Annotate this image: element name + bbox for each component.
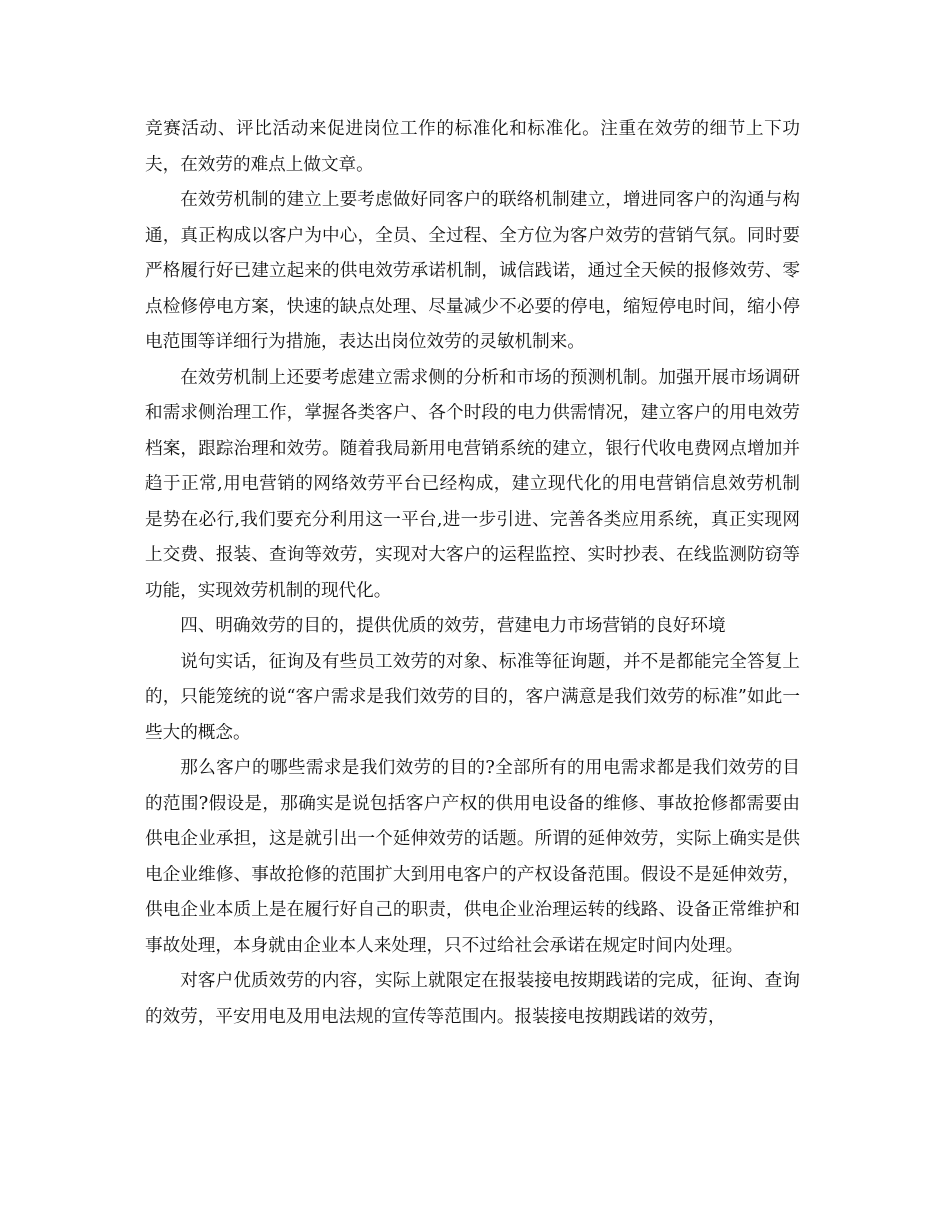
paragraph-6: 对客户优质效劳的内容，实际上就限定在报装接电按期践诺的完成，征询、查询的效劳，平安用电及用电法规的宣传等范围内。报装接电按期践诺的效劳， — [145, 971, 800, 1027]
paragraph-1: 竞赛活动、评比活动来促进岗位工作的标准化和标准化。注重在效劳的细节上下功夫，在效劳的难点上做文章。 — [145, 119, 800, 175]
paragraph-4: 说句实话，征询及有些员工效劳的对象、标准等征询题，并不是都能完全答复上的，只能笼统的说“客户需求是我们效劳的目的，客户满意是我们效劳的标准”如此一些大的概念。 — [145, 651, 800, 743]
section-heading: 四、明确效劳的目的，提供优质的效劳，营建电力市场营销的良好环境 — [180, 616, 726, 636]
paragraph-5: 那么客户的哪些需求是我们效劳的目的?全部所有的用电需求都是我们效劳的目的范围?假设是，那确实是说包括客户产权的供用电设备的维修、事故抢修都需要由供电企业承担，这是就引出一个延伸效劳的话题。所谓的延伸效劳，实际上确实是供电企业维修、事故抢修的范围扩大到用电客户的产权设备范围。假设不是延伸效劳，供电企业本质上是在履行好自己的职责，供电企业治理运转的线路、设备正常维护和事故处理，本身就由企业本人来处理，只不过给社会承诺在规定时间内处理。 — [145, 758, 800, 956]
paragraph-3: 在效劳机制上还要考虑建立需求侧的分析和市场的预测机制。加强开展市场调研和需求侧治理工作，掌握各类客户、各个时段的电力供需情况，建立客户的用电效劳档案，跟踪治理和效劳。随着我局新用电营销系统的建立，银行代收电费网点增加并趋于正常,用电营销的网络效劳平台已经构成，建立现代化的用电营销信息效劳机制是势在必行,我们要充分利用这一平台,进一步引进、完善各类应用系统，真正实现网上交费、报装、查询等效劳，实现对大客户的运程监控、实时抄表、在线监测防窃等功能，实现效劳机制的现代化。 — [145, 367, 800, 601]
document-body — [145, 112, 800, 1035]
paragraph-2: 在效劳机制的建立上要考虑做好同客户的联络机制建立，增进同客户的沟通与构通，真正构成以客户为中心，全员、全过程、全方位为客户效劳的营销气氛。同时要严格履行好已建立起来的供电效劳承诺机制，诚信践诺，通过全天候的报修效劳、零点检修停电方案，快速的缺点处理、尽量减少不必要的停电，缩短停电时间，缩小停电范围等详细行为措施，表达出岗位效劳的灵敏机制来。 — [145, 190, 800, 352]
